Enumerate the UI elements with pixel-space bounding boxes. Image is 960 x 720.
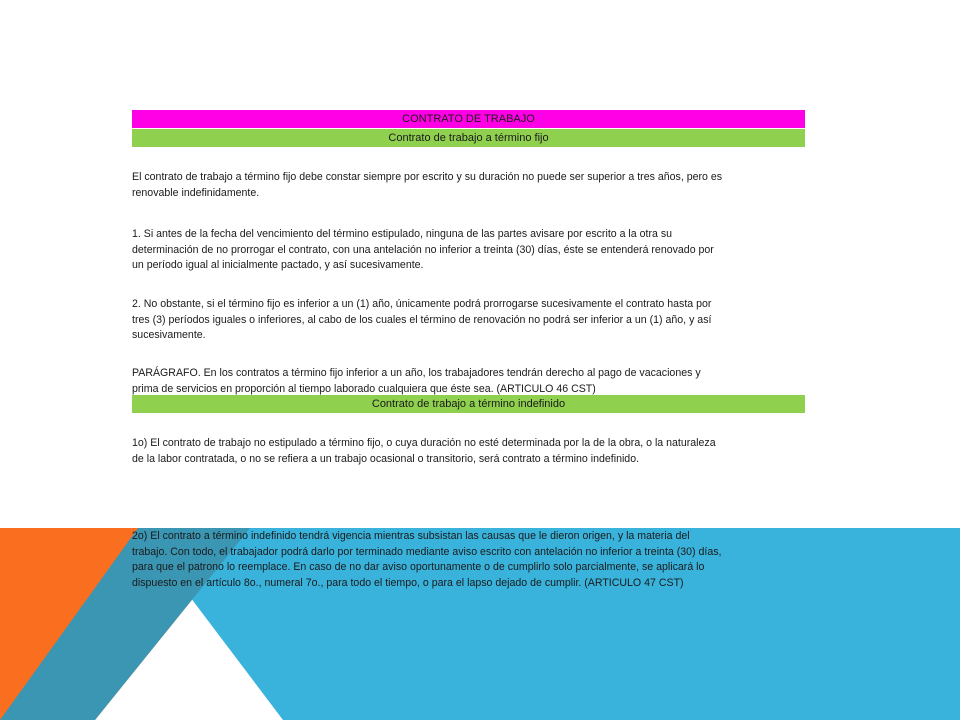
paragraph-1: 1. Si antes de la fecha del vencimiento del término estipulado, ninguna de las partes avisare por escrito a la otra su determinación de no prorrogar el contrato, con una antelación no inferior a treinta (30) días, éste se entenderá renovado por un período igual al inicialmente pactado, y así sucesivamente. — [132, 228, 714, 271]
paragraph-paragrafo: PARÁGRAFO. En los contratos a término fijo inferior a un año, los trabajadores tendrán derecho al pago de vacaciones y prima de servicios en proporción al tiempo laborado cualquiera que éste sea. (ARTICULO 46 CST) — [132, 367, 701, 395]
section-heading-fixed-term: Contrato de trabajo a término fijo — [132, 129, 805, 147]
document-title: CONTRATO DE TRABAJO — [132, 110, 805, 128]
paragraph-2: 2. No obstante, si el término fijo es inferior a un (1) año, únicamente podrá prorrogarse sucesivamente el contrato hasta por tres (3) períodos iguales o inferiores, al cabo de los cuales el término de renovación no podrá ser inferior a un (1) año, y así sucesivamente. — [132, 298, 712, 341]
paragraph-2o: 2o) El contrato a término indefinido tendrá vigencia mientras subsistan las causas que le dieron origen, y la materia del trabajo. Con todo, el trabajador podrá darlo por terminado mediante aviso escrito con antelación no inferior a treinta (30) días, para que el patrono lo reemplace. En caso de no dar aviso oportunamente o de cumplirlo solo parcialmente, se aplicará lo dispuesto en el artículo 8o., numeral 7o., para todo el tiempo, o para el lapso dejado de cumplir. (ARTICULO 47 CST) — [132, 530, 722, 589]
paragraph-intro: El contrato de trabajo a término fijo debe constar siempre por escrito y su duración no puede ser superior a tres años, pero es renovable indefinidamente. — [132, 171, 723, 199]
section-heading-indefinite: Contrato de trabajo a término indefinido — [132, 395, 805, 413]
paragraph-1o: 1o) El contrato de trabajo no estipulado a término fijo, o cuya duración no esté determinada por la de la obra, o la naturaleza de la labor contratada, o no se refiera a un trabajo ocasional o transitorio, será contrato a término indefinido. — [132, 437, 716, 465]
